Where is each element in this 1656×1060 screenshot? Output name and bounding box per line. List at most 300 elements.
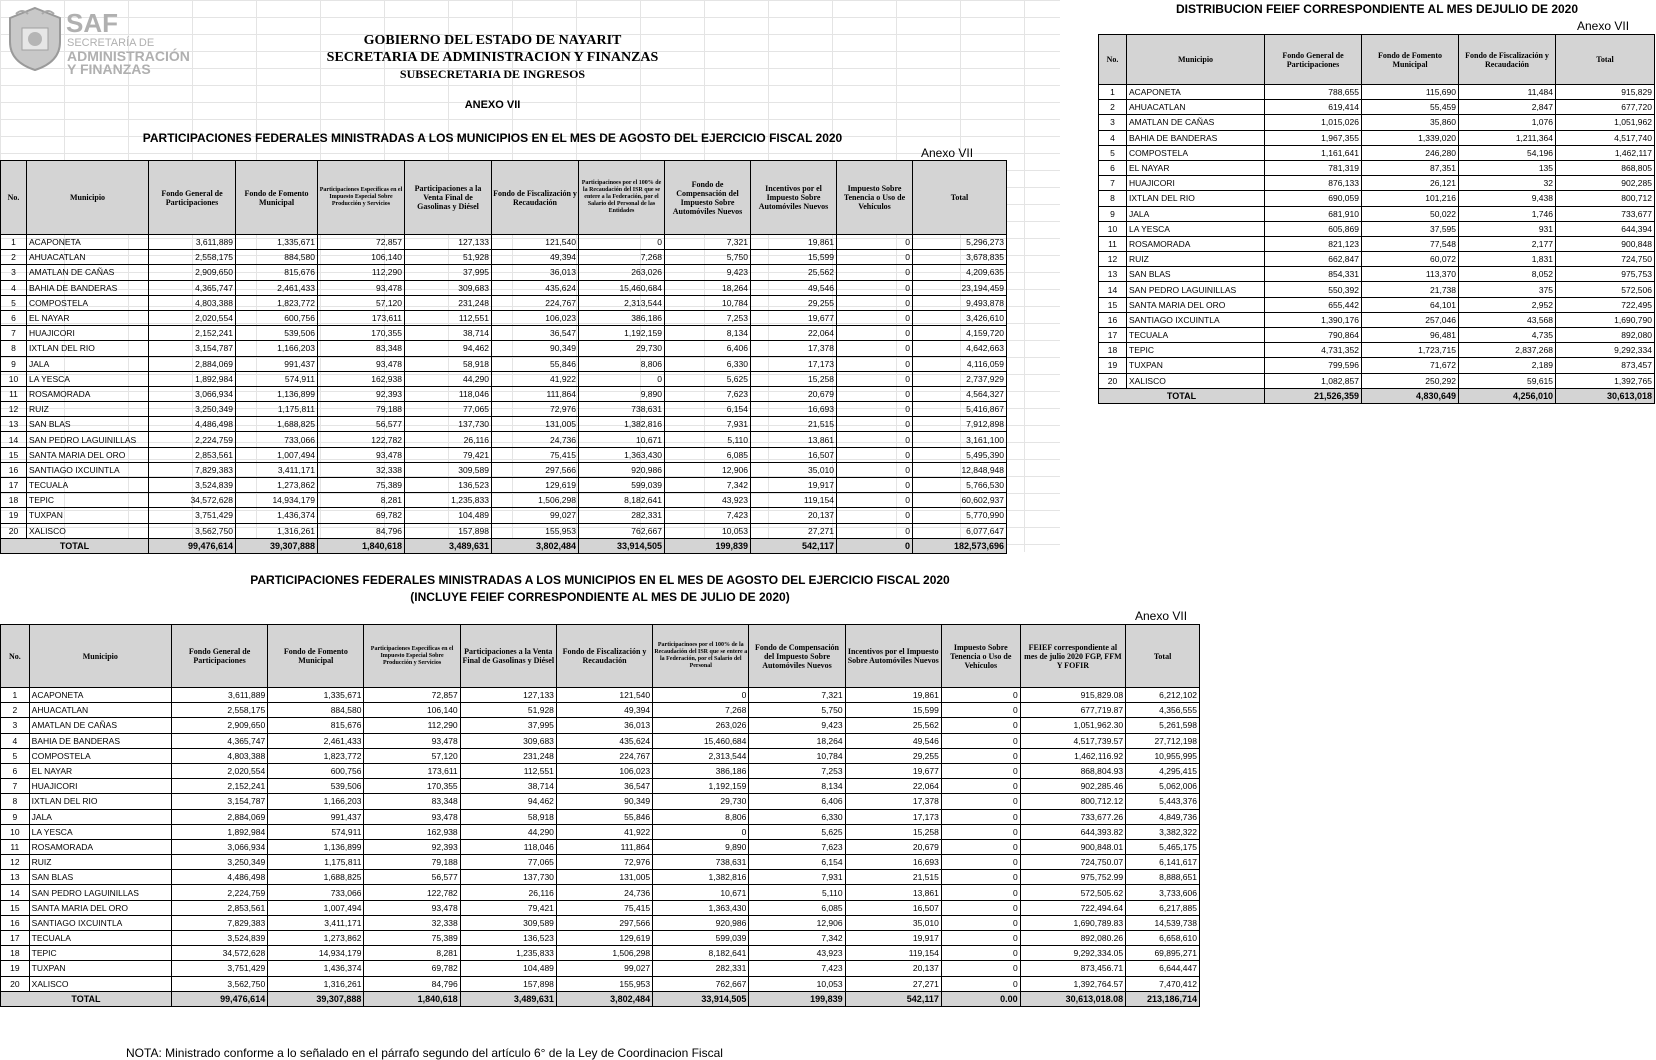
- value-cell: 55,846: [556, 809, 652, 824]
- municipio-cell: EL NAYAR: [27, 310, 149, 325]
- value-cell: 21,515: [845, 870, 941, 885]
- value-cell: 0: [579, 371, 665, 386]
- value-cell: 4,295,415: [1126, 763, 1200, 778]
- value-cell: 99,027: [556, 961, 652, 976]
- value-cell: 32,338: [318, 462, 405, 477]
- value-cell: 7,423: [749, 961, 845, 976]
- value-cell: 93,478: [318, 356, 405, 371]
- value-cell: 5,465,175: [1126, 839, 1200, 854]
- value-cell: 733,066: [236, 432, 318, 447]
- row-number: 7: [1, 779, 30, 794]
- row-number: 5: [1, 295, 27, 310]
- value-cell: 1,007,494: [236, 447, 318, 462]
- value-cell: 991,437: [268, 809, 364, 824]
- row-number: 6: [1099, 160, 1127, 175]
- value-cell: 99,027: [492, 508, 579, 523]
- value-cell: 1,688,825: [268, 870, 364, 885]
- value-cell: 1,746: [1459, 206, 1556, 221]
- row-number: 19: [1099, 358, 1127, 373]
- value-cell: 600,756: [236, 310, 318, 325]
- value-cell: 9,423: [749, 718, 845, 733]
- value-cell: 8,806: [579, 356, 665, 371]
- value-cell: 0: [837, 235, 913, 250]
- value-cell: 4,209,635: [913, 265, 1007, 280]
- value-cell: 6,330: [665, 356, 751, 371]
- total-cell: 4,830,649: [1362, 388, 1459, 403]
- value-cell: 1,892,984: [171, 824, 267, 839]
- municipio-cell: JALA: [27, 356, 149, 371]
- table3-anexo: Anexo VII: [1135, 609, 1188, 623]
- value-cell: 79,188: [364, 855, 460, 870]
- value-cell: 6,085: [665, 447, 751, 462]
- value-cell: 119,154: [845, 946, 941, 961]
- table-row: [1, 794, 1200, 809]
- value-cell: 1,175,811: [268, 855, 364, 870]
- value-cell: 170,355: [364, 779, 460, 794]
- value-cell: 104,489: [460, 961, 556, 976]
- value-cell: 0: [941, 718, 1020, 733]
- value-cell: 7,931: [749, 870, 845, 885]
- table-row: [1, 809, 1200, 824]
- table-row: [1099, 267, 1655, 282]
- value-cell: 36,013: [492, 265, 579, 280]
- value-cell: 18,264: [665, 280, 751, 295]
- municipio-cell: SANTA MARIA DEL ORO: [29, 900, 171, 915]
- value-cell: 309,589: [460, 915, 556, 930]
- municipio-cell: TEPIC: [1127, 343, 1265, 358]
- value-cell: 12,848,948: [913, 462, 1007, 477]
- value-cell: 263,026: [653, 718, 749, 733]
- row-number: 13: [1099, 267, 1127, 282]
- value-cell: 90,349: [556, 794, 652, 809]
- value-cell: 34,572,628: [171, 946, 267, 961]
- value-cell: 1,690,790: [1556, 312, 1655, 327]
- row-number: 17: [1099, 328, 1127, 343]
- value-cell: 71,672: [1362, 358, 1459, 373]
- value-cell: 173,611: [318, 310, 405, 325]
- row-number: 2: [1, 250, 27, 265]
- header-subsecretaria: SUBSECRETARIA DE INGRESOS: [399, 67, 586, 81]
- value-cell: 72,857: [364, 688, 460, 703]
- table-row: [1099, 373, 1655, 388]
- row-number: 3: [1, 718, 30, 733]
- value-cell: 297,566: [556, 915, 652, 930]
- value-cell: 0: [941, 779, 1020, 794]
- value-cell: 4,735: [1459, 328, 1556, 343]
- municipio-cell: EL NAYAR: [29, 763, 171, 778]
- municipio-cell: AMATLAN DE CAÑAS: [1127, 115, 1265, 130]
- value-cell: 231,248: [460, 748, 556, 763]
- value-cell: 173,611: [364, 763, 460, 778]
- value-cell: 4,642,663: [913, 341, 1007, 356]
- value-cell: 1,382,816: [579, 417, 665, 432]
- row-number: 19: [1, 961, 30, 976]
- value-cell: 51,928: [405, 250, 492, 265]
- value-cell: 111,864: [556, 839, 652, 854]
- table-row: [1, 870, 1200, 885]
- value-cell: 15,599: [751, 250, 837, 265]
- value-cell: 36,547: [492, 326, 579, 341]
- value-cell: 738,631: [579, 402, 665, 417]
- value-cell: 4,849,736: [1126, 809, 1200, 824]
- value-cell: 29,730: [579, 341, 665, 356]
- value-cell: 121,540: [556, 688, 652, 703]
- value-cell: 0: [837, 295, 913, 310]
- value-cell: 1,136,899: [236, 386, 318, 401]
- value-cell: 3,678,835: [913, 250, 1007, 265]
- value-cell: 0: [837, 432, 913, 447]
- value-cell: 36,013: [556, 718, 652, 733]
- value-cell: 10,671: [653, 885, 749, 900]
- value-cell: 2,737,929: [913, 371, 1007, 386]
- value-cell: 1,051,962: [1556, 115, 1655, 130]
- logo-saf: SAF: [66, 8, 118, 38]
- value-cell: 2,177: [1459, 236, 1556, 251]
- value-cell: 5,443,376: [1126, 794, 1200, 809]
- value-cell: 18,264: [749, 733, 845, 748]
- value-cell: 10,053: [749, 976, 845, 991]
- value-cell: 386,186: [653, 763, 749, 778]
- table-row: [1, 462, 1007, 477]
- value-cell: 892,080.26: [1020, 931, 1125, 946]
- value-cell: 21,515: [751, 417, 837, 432]
- value-cell: 5,495,390: [913, 447, 1007, 462]
- municipio-cell: TUXPAN: [1127, 358, 1265, 373]
- municipio-cell: XALISCO: [27, 523, 149, 538]
- value-cell: 931: [1459, 221, 1556, 236]
- value-cell: 1,166,203: [236, 341, 318, 356]
- value-cell: 2,152,241: [171, 779, 267, 794]
- col-header: Fondo de Compensación del Impuesto Sobre Automóviles Nuevos: [665, 161, 751, 235]
- value-cell: 733,066: [268, 885, 364, 900]
- table-row: [1, 946, 1200, 961]
- total-cell: 0: [837, 538, 913, 553]
- table-row: [1, 417, 1007, 432]
- value-cell: 56,577: [318, 417, 405, 432]
- value-cell: 104,489: [405, 508, 492, 523]
- table-row: [1099, 358, 1655, 373]
- col-header: Total: [913, 161, 1007, 235]
- value-cell: 93,478: [318, 280, 405, 295]
- row-number: 9: [1, 356, 27, 371]
- value-cell: 386,186: [579, 310, 665, 325]
- row-number: 7: [1099, 176, 1127, 191]
- municipio-cell: TEPIC: [29, 946, 171, 961]
- value-cell: 26,116: [405, 432, 492, 447]
- value-cell: 309,683: [405, 280, 492, 295]
- value-cell: 0: [941, 763, 1020, 778]
- municipio-cell: SANTA MARIA DEL ORO: [1127, 297, 1265, 312]
- value-cell: 6,330: [749, 809, 845, 824]
- total-cell: 4,256,010: [1459, 388, 1556, 403]
- value-cell: 3,411,171: [236, 462, 318, 477]
- value-cell: 20,679: [751, 386, 837, 401]
- value-cell: 0: [941, 794, 1020, 809]
- value-cell: 19,677: [751, 310, 837, 325]
- value-cell: 7,623: [665, 386, 751, 401]
- row-number: 7: [1, 326, 27, 341]
- municipio-cell: ACAPONETA: [29, 688, 171, 703]
- value-cell: 9,890: [579, 386, 665, 401]
- value-cell: 1,462,117: [1556, 145, 1655, 160]
- value-cell: 0: [941, 824, 1020, 839]
- municipio-cell: AHUACATLAN: [29, 703, 171, 718]
- value-cell: 15,460,684: [653, 733, 749, 748]
- value-cell: 2,020,554: [171, 763, 267, 778]
- municipio-cell: JALA: [1127, 206, 1265, 221]
- value-cell: 15,599: [845, 703, 941, 718]
- col-header: Municipio: [27, 161, 149, 235]
- col-header: No.: [1, 625, 30, 688]
- value-cell: 724,750: [1556, 252, 1655, 267]
- value-cell: 733,677: [1556, 206, 1655, 221]
- value-cell: 0: [941, 976, 1020, 991]
- value-cell: 1,390,176: [1265, 312, 1362, 327]
- value-cell: 59,615: [1459, 373, 1556, 388]
- value-cell: 2,313,544: [579, 295, 665, 310]
- value-cell: 873,457: [1556, 358, 1655, 373]
- table-row: [1, 447, 1007, 462]
- value-cell: 19,917: [751, 478, 837, 493]
- value-cell: 1,211,364: [1459, 130, 1556, 145]
- value-cell: 2,020,554: [149, 310, 236, 325]
- table-row: [1, 371, 1007, 386]
- col-header: Municipio: [1127, 35, 1265, 85]
- row-number: 18: [1099, 343, 1127, 358]
- value-cell: 0: [579, 235, 665, 250]
- value-cell: 20,137: [845, 961, 941, 976]
- value-cell: 22,064: [845, 779, 941, 794]
- municipio-cell: TUXPAN: [29, 961, 171, 976]
- value-cell: 3,562,750: [149, 523, 236, 538]
- value-cell: 129,619: [492, 478, 579, 493]
- value-cell: 231,248: [405, 295, 492, 310]
- value-cell: 137,730: [460, 870, 556, 885]
- row-number: 10: [1, 371, 27, 386]
- municipio-cell: HUAJICORI: [1127, 176, 1265, 191]
- logo-line3: Y FINANZAS: [67, 61, 151, 77]
- col-header: Incentivos por el Impuesto Sobre Automóviles Nuevos: [845, 625, 941, 688]
- total-cell: 33,914,505: [653, 991, 749, 1006]
- value-cell: 9,292,334.05: [1020, 946, 1125, 961]
- value-cell: 5,416,867: [913, 402, 1007, 417]
- value-cell: 41,922: [492, 371, 579, 386]
- value-cell: 1,076: [1459, 115, 1556, 130]
- table-row: [1099, 85, 1655, 100]
- row-number: 1: [1099, 85, 1127, 100]
- municipio-cell: TECUALA: [1127, 328, 1265, 343]
- table-row: [1, 961, 1200, 976]
- value-cell: 762,667: [653, 976, 749, 991]
- municipio-cell: SAN BLAS: [1127, 267, 1265, 282]
- value-cell: 118,046: [405, 386, 492, 401]
- value-cell: 690,059: [1265, 191, 1362, 206]
- value-cell: 5,766,530: [913, 478, 1007, 493]
- value-cell: 0: [837, 250, 913, 265]
- value-cell: 55,846: [492, 356, 579, 371]
- value-cell: 4,365,747: [171, 733, 267, 748]
- value-cell: 3,733,606: [1126, 885, 1200, 900]
- value-cell: 975,752.99: [1020, 870, 1125, 885]
- municipio-cell: LA YESCA: [29, 824, 171, 839]
- value-cell: 0: [941, 809, 1020, 824]
- value-cell: 2,853,561: [171, 900, 267, 915]
- value-cell: 56,577: [364, 870, 460, 885]
- table-row: [1, 523, 1007, 538]
- value-cell: 3,250,349: [149, 402, 236, 417]
- table-row: [1, 855, 1200, 870]
- municipio-cell: SAN PEDRO LAGUINILLAS: [1127, 282, 1265, 297]
- value-cell: 118,046: [460, 839, 556, 854]
- value-cell: 1,723,715: [1362, 343, 1459, 358]
- value-cell: 815,676: [268, 718, 364, 733]
- value-cell: 92,393: [318, 386, 405, 401]
- value-cell: 6,141,617: [1126, 855, 1200, 870]
- row-number: 8: [1099, 191, 1127, 206]
- row-number: 18: [1, 493, 27, 508]
- col-header: Total: [1556, 35, 1655, 85]
- value-cell: 900,848.01: [1020, 839, 1125, 854]
- value-cell: 815,676: [236, 265, 318, 280]
- value-cell: 93,478: [318, 447, 405, 462]
- municipio-cell: SANTA MARIA DEL ORO: [27, 447, 149, 462]
- value-cell: 5,770,990: [913, 508, 1007, 523]
- value-cell: 1,823,772: [236, 295, 318, 310]
- municipio-cell: TEPIC: [27, 493, 149, 508]
- value-cell: 29,255: [751, 295, 837, 310]
- table-row: [1, 341, 1007, 356]
- value-cell: 297,566: [492, 462, 579, 477]
- total-cell: 199,839: [749, 991, 845, 1006]
- value-cell: 1,335,671: [236, 235, 318, 250]
- value-cell: 2,189: [1459, 358, 1556, 373]
- value-cell: 29,730: [653, 794, 749, 809]
- value-cell: 112,551: [405, 310, 492, 325]
- value-cell: 1,688,825: [236, 417, 318, 432]
- value-cell: 6,217,885: [1126, 900, 1200, 915]
- row-number: 1: [1, 688, 30, 703]
- value-cell: 37,595: [1362, 221, 1459, 236]
- value-cell: 23,194,459: [913, 280, 1007, 295]
- value-cell: 131,005: [556, 870, 652, 885]
- value-cell: 8,888,651: [1126, 870, 1200, 885]
- value-cell: 599,039: [579, 478, 665, 493]
- value-cell: 51,928: [460, 703, 556, 718]
- value-cell: 69,782: [364, 961, 460, 976]
- total-label: TOTAL: [1, 991, 172, 1006]
- value-cell: 1,007,494: [268, 900, 364, 915]
- value-cell: 574,911: [268, 824, 364, 839]
- row-number: 9: [1, 809, 30, 824]
- value-cell: 14,539,738: [1126, 915, 1200, 930]
- table-row: [1099, 160, 1655, 175]
- row-number: 17: [1, 478, 27, 493]
- value-cell: 1,690,789.83: [1020, 915, 1125, 930]
- value-cell: 69,895,271: [1126, 946, 1200, 961]
- table-row: [1, 931, 1200, 946]
- value-cell: 27,271: [751, 523, 837, 538]
- value-cell: 3,524,839: [149, 478, 236, 493]
- value-cell: 915,829.08: [1020, 688, 1125, 703]
- col-header: Participacinoes por el 100% de la Recaudación del ISR que se entere a la Federación, por el Salario del Personal de las Entidades: [579, 161, 665, 235]
- value-cell: 111,864: [492, 386, 579, 401]
- value-cell: 2,461,433: [236, 280, 318, 295]
- value-cell: 1,316,261: [268, 976, 364, 991]
- value-cell: 25,562: [751, 265, 837, 280]
- value-cell: 49,546: [751, 280, 837, 295]
- value-cell: 0: [837, 447, 913, 462]
- value-cell: 12,906: [749, 915, 845, 930]
- value-cell: 7,912,898: [913, 417, 1007, 432]
- total-label: TOTAL: [1, 538, 149, 553]
- value-cell: 32,338: [364, 915, 460, 930]
- value-cell: 69,782: [318, 508, 405, 523]
- value-cell: 1,506,298: [492, 493, 579, 508]
- value-cell: 26,116: [460, 885, 556, 900]
- value-cell: 1,831: [1459, 252, 1556, 267]
- value-cell: 13,861: [845, 885, 941, 900]
- value-cell: 2,909,650: [149, 265, 236, 280]
- total-cell: 99,476,614: [149, 538, 236, 553]
- value-cell: 0: [941, 915, 1020, 930]
- value-cell: 1,392,765: [1556, 373, 1655, 388]
- municipio-cell: IXTLAN DEL RIO: [27, 341, 149, 356]
- value-cell: 87,351: [1362, 160, 1459, 175]
- col-header: No.: [1, 161, 27, 235]
- value-cell: 1,316,261: [236, 523, 318, 538]
- row-number: 15: [1, 900, 30, 915]
- row-number: 6: [1, 310, 27, 325]
- value-cell: 0: [941, 703, 1020, 718]
- value-cell: 902,285: [1556, 176, 1655, 191]
- value-cell: 1,273,862: [268, 931, 364, 946]
- total-row: [1099, 388, 1655, 403]
- municipio-cell: TECUALA: [27, 478, 149, 493]
- value-cell: 677,719.87: [1020, 703, 1125, 718]
- value-cell: 884,580: [268, 703, 364, 718]
- value-cell: 7,829,383: [149, 462, 236, 477]
- value-cell: 1,462,116.92: [1020, 748, 1125, 763]
- table-row: [1, 900, 1200, 915]
- value-cell: 0: [837, 402, 913, 417]
- col-header: Fondo de Compensación del Impuesto Sobre Automóviles Nuevos: [749, 625, 845, 688]
- value-cell: 14,934,179: [236, 493, 318, 508]
- header-secretaria: SECRETARIA DE ADMINISTRACION Y FINANZAS: [326, 50, 659, 65]
- value-cell: 16,693: [751, 402, 837, 417]
- value-cell: 0: [653, 824, 749, 839]
- value-cell: 0: [941, 900, 1020, 915]
- municipio-cell: IXTLAN DEL RIO: [29, 794, 171, 809]
- value-cell: 854,331: [1265, 267, 1362, 282]
- col-header: Participaciones a la Venta Final de Gasolinas y Diésel: [405, 161, 492, 235]
- logo-line2: ADMINISTRACIÓN: [67, 48, 190, 64]
- value-cell: 5,110: [749, 885, 845, 900]
- row-number: 3: [1, 265, 27, 280]
- value-cell: 975,753: [1556, 267, 1655, 282]
- value-cell: 1,436,374: [268, 961, 364, 976]
- value-cell: 257,046: [1362, 312, 1459, 327]
- table-row: [1, 326, 1007, 341]
- value-cell: 5,062,006: [1126, 779, 1200, 794]
- municipio-cell: ACAPONETA: [1127, 85, 1265, 100]
- value-cell: 1,235,833: [460, 946, 556, 961]
- value-cell: 19,677: [845, 763, 941, 778]
- total-cell: 542,117: [845, 991, 941, 1006]
- value-cell: 96,481: [1362, 328, 1459, 343]
- value-cell: 4,159,720: [913, 326, 1007, 341]
- value-cell: 868,804.93: [1020, 763, 1125, 778]
- value-cell: 170,355: [318, 326, 405, 341]
